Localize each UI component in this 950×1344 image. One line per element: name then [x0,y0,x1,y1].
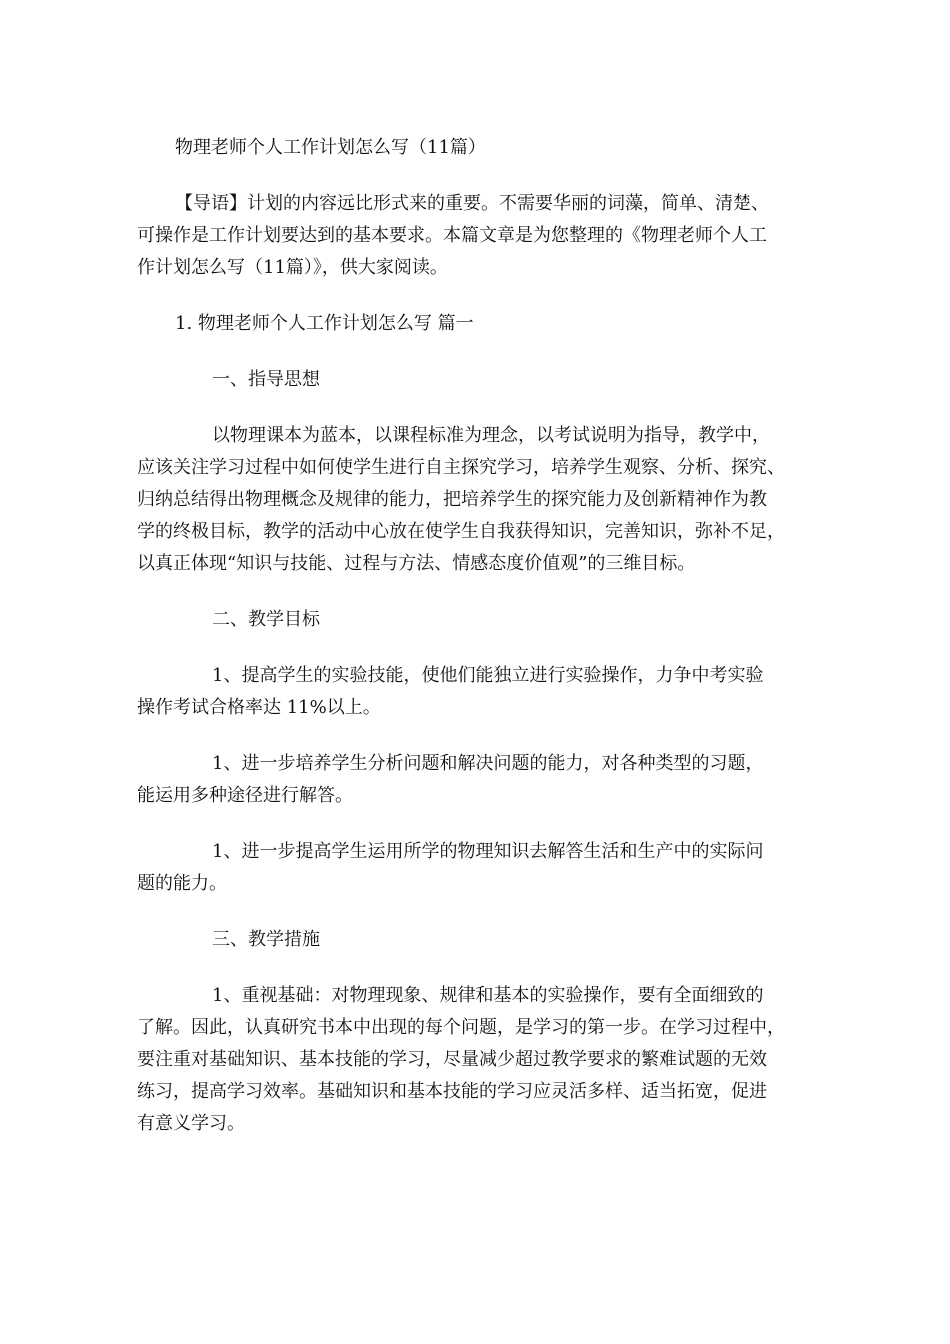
paragraph-line: 应该关注学习过程中如何使学生进行自主探究学习，培养学生观察、分析、探究、 [137,457,785,478]
paragraph-line: 1、重视基础：对物理现象、规律和基本的实验操作，要有全面细致的 [212,985,764,1006]
paragraph-line: 能运用多种途径进行解答。 [137,785,353,806]
paragraph-line: 了解。因此，认真研究书本中出现的每个问题，是学习的第一步。在学习过程中， [137,1017,785,1038]
goal-item [137,836,764,900]
intro-line: 可操作是工作计划要达到的基本要求。本篇文章是为您整理的《物理老师个人工 [137,225,767,246]
paragraph-line: 题的能力。 [137,873,227,894]
paragraph-line: 1、提高学生的实验技能，使他们能独立进行实验操作，力争中考实验 [212,665,764,686]
paragraph-guiding-thought [137,420,785,580]
paragraph-line: 1、进一步培养学生分析问题和解决问题的能力，对各种类型的习题， [212,753,764,774]
paragraph-line: 以物理课本为蓝本，以课程标准为理念，以考试说明为指导，教学中， [212,425,770,446]
paragraph-line: 要注重对基础知识、基本技能的学习，尽量减少超过教学要求的繁难试题的无效 [137,1049,767,1070]
paragraph-line: 1、进一步提高学生运用所学的物理知识去解答生活和生产中的实际问 [212,841,764,862]
paragraph-line: 以真正体现“知识与技能、过程与方法、情感态度价值观”的三维目标。 [137,553,696,574]
goal-item [137,748,764,812]
paragraph-line: 操作考试合格率达 11%以上。 [137,697,381,718]
heading-teaching-measures: 三、教学措施 [212,929,320,950]
intro-line: 【导语】计划的内容远比形式来的重要。不需要华丽的词藻，简单、清楚、 [175,193,769,214]
intro-line: 作计划怎么写（11篇）》，供大家阅读。 [137,257,448,278]
goal-item [137,660,764,724]
paragraph-line: 练习，提高学习效率。基础知识和基本技能的学习应灵活多样、适当拓宽，促进 [137,1081,767,1102]
heading-guiding-thought: 一、指导思想 [212,369,320,390]
document-title: 物理老师个人工作计划怎么写（11篇） [175,137,486,158]
heading-teaching-goals: 二、教学目标 [212,609,320,630]
measure-item [137,980,785,1140]
paragraph-line: 归纳总结得出物理概念及规律的能力，把培养学生的探究能力及创新精神作为教 [137,489,767,510]
intro-paragraph [137,188,769,284]
paragraph-line: 有意义学习。 [137,1113,245,1134]
section-title: 1. 物理老师个人工作计划怎么写 篇一 [175,313,474,334]
paragraph-line: 学的终极目标，教学的活动中心放在使学生自我获得知识，完善知识，弥补不足， [137,521,785,542]
